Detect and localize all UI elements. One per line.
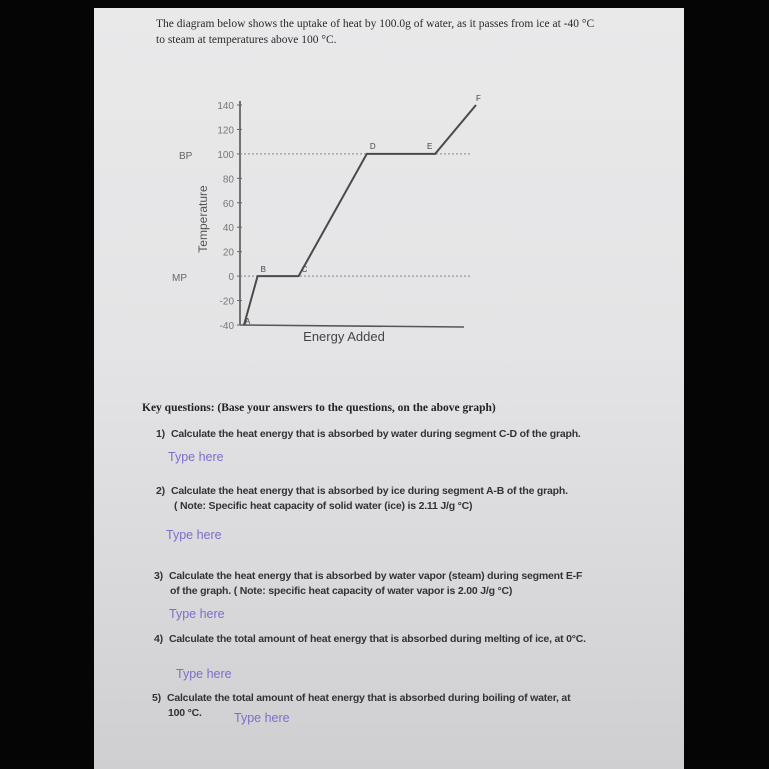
question-2-text: Calculate the heat energy that is absorbed by ice during segment A-B of the graph. — [170, 485, 568, 497]
x-axis-line — [240, 325, 464, 327]
question-4-text: Calculate the total amount of heat energy that is absorbed during melting of ice, at 0°C. — [168, 633, 586, 645]
point-label-f: F — [476, 94, 481, 103]
question-5-text: Calculate the total amount of heat energy that is absorbed during boiling of water, at — [166, 692, 571, 704]
reference-label-mp: MP — [172, 273, 187, 285]
question-4-number: 4) — [154, 633, 163, 645]
y-tick-label: 80 — [222, 174, 234, 186]
question-4-answer-field[interactable]: Type here — [176, 667, 232, 681]
key-questions-heading: Key questions: (Base your answers to the questions, on the above graph) — [142, 402, 496, 414]
question-5 — [152, 691, 602, 721]
intro-line-2: to steam at temperatures above 100 °C. — [156, 34, 337, 46]
heating-curve-line — [244, 105, 476, 325]
question-2-note: ( Note: Specific heat capacity of solid water (ice) is 2.11 J/g °C) — [174, 500, 473, 512]
question-3-note: of the graph. ( Note: specific heat capacity of water vapor is 2.00 J/g °C) — [170, 585, 513, 597]
reference-label-bp: BP — [179, 150, 193, 162]
x-axis-title: Energy Added — [303, 329, 385, 344]
point-label-b: B — [260, 265, 266, 275]
question-1-text: Calculate the heat energy that is absorbed by water during segment C-D of the graph. — [170, 428, 581, 440]
y-tick-label: -40 — [219, 321, 234, 332]
question-3-number: 3) — [154, 570, 163, 582]
y-tick-label: 120 — [217, 125, 234, 137]
question-1 — [156, 427, 596, 442]
intro-line-1: The diagram below shows the uptake of heat by 100.0g of water, as it passes from ice at -40 °C — [156, 18, 595, 30]
y-tick-label: 40 — [222, 223, 234, 235]
heating-curve-chart — [94, 8, 684, 358]
question-3-answer-field[interactable]: Type here — [169, 607, 225, 621]
point-label-c: C — [301, 265, 308, 275]
point-label-d: D — [369, 141, 376, 151]
question-3 — [154, 569, 604, 599]
question-5-answer-field[interactable]: Type here — [234, 711, 290, 725]
question-1-number: 1) — [156, 428, 165, 440]
y-tick-label: -20 — [219, 296, 234, 308]
question-5-number: 5) — [152, 692, 161, 704]
worksheet-page — [94, 8, 684, 769]
question-3-text: Calculate the heat energy that is absorbed by water vapor (steam) during segment E-F — [168, 570, 583, 582]
y-tick-label: 0 — [228, 272, 234, 284]
question-5-note: 100 °C. — [168, 707, 202, 719]
question-2-number: 2) — [156, 485, 165, 497]
y-tick-label: 60 — [222, 198, 234, 210]
y-axis-title: Temperature — [196, 185, 210, 253]
y-tick-label: 20 — [222, 247, 234, 259]
question-1-answer-field[interactable]: Type here — [168, 450, 224, 464]
question-2-answer-field[interactable]: Type here — [166, 528, 222, 542]
y-tick-label: 100 — [217, 149, 234, 161]
question-4 — [154, 632, 594, 647]
point-label-e: E — [427, 141, 433, 151]
point-label-a: A — [245, 317, 251, 326]
y-tick-label: 140 — [217, 101, 234, 112]
question-2 — [156, 484, 596, 514]
